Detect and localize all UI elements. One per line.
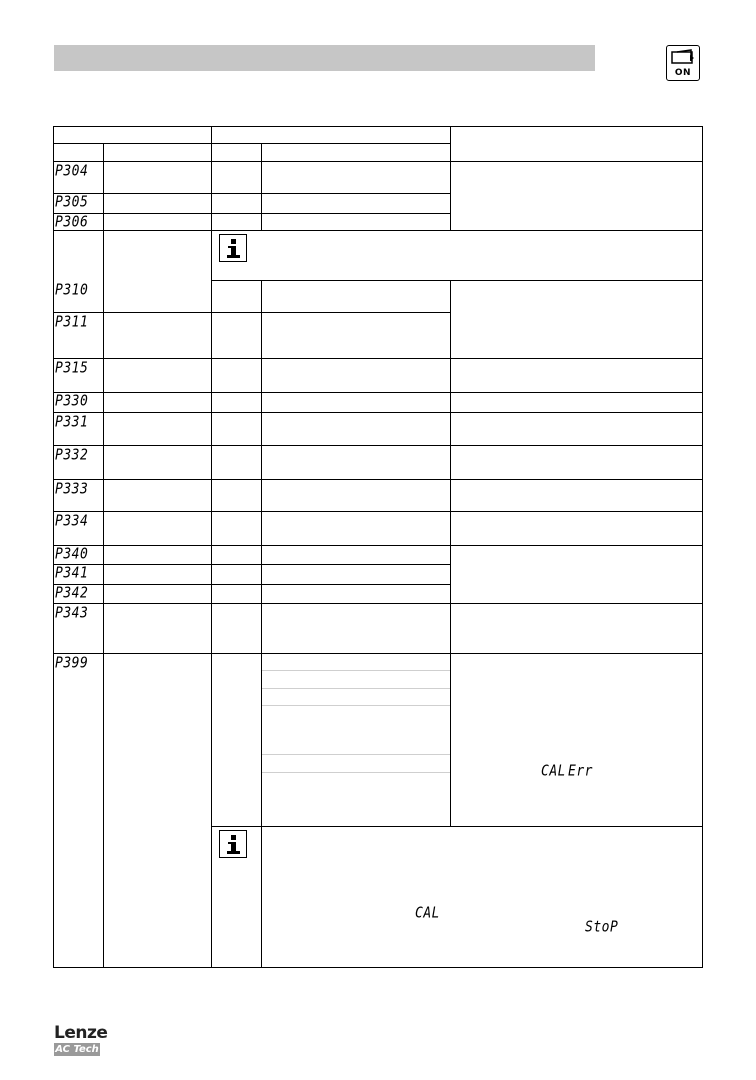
param-code: P304 <box>55 162 89 181</box>
parameter-table <box>53 126 703 968</box>
param-code: P306 <box>55 213 89 232</box>
param-code: P343 <box>55 604 89 623</box>
cal-code: CAL <box>541 762 566 781</box>
info-icon <box>219 830 247 858</box>
param-code: P315 <box>55 359 89 378</box>
param-code: P342 <box>55 584 89 603</box>
table-grid <box>53 126 703 968</box>
brand-logo <box>54 1024 107 1056</box>
param-code: P311 <box>55 313 89 332</box>
on-label: ON <box>674 68 692 78</box>
on-switch-icon <box>666 45 700 81</box>
param-code: P340 <box>55 545 89 564</box>
param-code: P399 <box>55 654 89 673</box>
param-code: P331 <box>55 413 89 432</box>
param-code: P305 <box>55 193 89 212</box>
param-code: P330 <box>55 392 89 411</box>
param-code: P333 <box>55 480 89 499</box>
info-icon <box>219 234 247 262</box>
err-code: Err <box>568 762 593 781</box>
param-code: P334 <box>55 512 89 531</box>
param-code: P310 <box>55 281 89 300</box>
param-code: P332 <box>55 446 89 465</box>
lenze-wordmark: Lenze <box>54 1023 108 1043</box>
stop-code: StoP <box>585 918 619 937</box>
actech-wordmark: AC Tech <box>55 1044 99 1055</box>
param-code: P341 <box>55 564 89 583</box>
cal-code: CAL <box>415 904 440 923</box>
section-header-bar <box>54 45 595 71</box>
